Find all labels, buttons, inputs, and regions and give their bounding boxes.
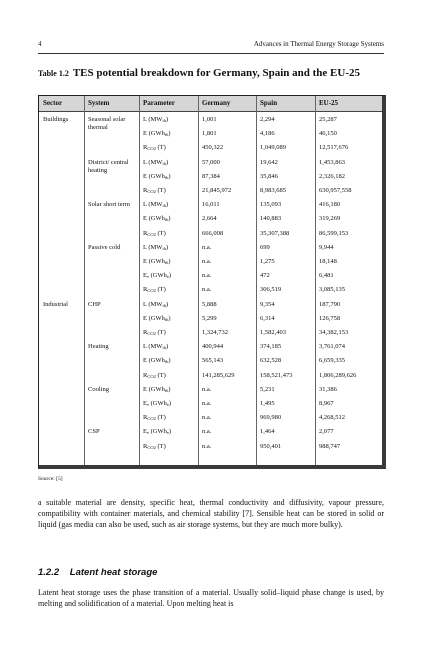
cell-germany: n.a. xyxy=(202,400,212,407)
cell-germany: n.a. xyxy=(202,286,212,294)
cell-germany: 5,888 xyxy=(202,300,217,308)
cell-system: CHP xyxy=(88,300,101,308)
cell-germany: 16,011 xyxy=(202,201,220,209)
column-divider xyxy=(139,96,140,465)
cell-parameter: E (GWh$_{th}$) xyxy=(143,385,171,393)
cell-sector: Buildings xyxy=(43,116,69,123)
col-header-spain: Spain xyxy=(260,99,278,107)
cell-parameter: L $(MW_{th})$ xyxy=(143,201,169,209)
section-heading xyxy=(38,567,157,578)
cell-parameter: $R_{CO2}$ (T) xyxy=(143,286,166,294)
cell-germany: 141,285,629 xyxy=(202,371,235,379)
cell-spain: 2,294 xyxy=(260,116,275,123)
header-rule xyxy=(38,53,384,54)
cell-parameter: $E_e$ (GWh$_e$) xyxy=(143,400,172,407)
cell-parameter: $E_e$ (GWh$_e$) xyxy=(143,272,172,280)
cell-parameter: E (GWh$_{th}$) xyxy=(143,357,171,365)
cell-germany: 1,801 xyxy=(202,130,217,138)
cell-eu25: 86,599,153 xyxy=(319,229,349,237)
cell-spain: 6,314 xyxy=(260,314,275,322)
cell-sector: Industrial xyxy=(43,300,68,308)
cell-eu25: 4,268,512 xyxy=(319,414,345,422)
cell-spain: 1,582,403 xyxy=(260,329,286,336)
cell-germany: 400,944 xyxy=(202,343,224,351)
cell-spain: 306,519 xyxy=(260,286,282,294)
cell-eu25: 25,287 xyxy=(319,116,337,123)
cell-eu25: 3,761,074 xyxy=(319,343,345,351)
cell-system: Cooling xyxy=(88,385,109,393)
cell-parameter: $R_{CO2}$ (T) xyxy=(143,144,166,152)
body-paragraph: Latent heat storage uses the phase transition of a material. Usually solid–liquid phase change is used, by melting and solidification of a material. Upon melting heat is xyxy=(38,588,384,608)
cell-parameter: E (GWh$_{th}$) xyxy=(143,215,171,223)
cell-germany: 57,000 xyxy=(202,158,220,166)
cell-spain: 9,354 xyxy=(260,300,275,308)
cell-eu25: 416,180 xyxy=(319,201,341,209)
cell-eu25: 46,150 xyxy=(319,130,337,138)
cell-eu25: 18,148 xyxy=(319,258,337,265)
cell-parameter: $R_{CO2}$ (T) xyxy=(143,229,166,237)
cell-eu25: 319,269 xyxy=(319,215,341,223)
cell-spain: 5,231 xyxy=(260,385,275,393)
cell-parameter: E (GWh$_{th}$) xyxy=(143,314,171,322)
cell-parameter: $R_{CO2}$ (T) xyxy=(143,329,166,336)
cell-eu25: 3,085,135 xyxy=(319,286,345,294)
table-caption xyxy=(38,66,384,79)
cell-spain: 1,495 xyxy=(260,400,275,407)
cell-germany: 87,384 xyxy=(202,172,220,180)
cell-spain: 472 xyxy=(260,272,270,280)
cell-parameter: $R_{CO2}$ (T) xyxy=(143,442,166,450)
cell-spain: 35,307,388 xyxy=(260,229,290,237)
cell-germany: 565,143 xyxy=(202,357,224,365)
column-divider xyxy=(315,96,316,465)
cell-spain: 950,401 xyxy=(260,442,282,450)
col-header-sector: Sector xyxy=(43,99,63,107)
cell-germany: n.a. xyxy=(202,428,212,436)
cell-system: Solar short term xyxy=(88,201,130,209)
cell-system: Heating xyxy=(88,343,109,351)
cell-system: CSP xyxy=(88,428,100,436)
cell-spain: 135,093 xyxy=(260,201,282,209)
cell-parameter: E (GWh$_{th}$) xyxy=(143,172,171,180)
section-number: 1.2.2 xyxy=(38,567,60,578)
col-header-germany: Germany xyxy=(202,99,231,107)
cell-germany: n.a. xyxy=(202,243,212,251)
cell-parameter: L $(MW_{th})$ xyxy=(143,300,169,308)
cell-germany: n.a. xyxy=(202,272,212,280)
cell-system: District/ central heating xyxy=(88,158,129,174)
cell-eu25: 31,386 xyxy=(319,385,337,393)
cell-spain: 1,049,089 xyxy=(260,144,286,152)
col-header-eu25: EU-25 xyxy=(319,99,339,107)
cell-germany: 666,008 xyxy=(202,229,224,237)
cell-eu25: 1,806,289,626 xyxy=(319,371,357,379)
cell-eu25: 12,517,676 xyxy=(319,144,349,152)
cell-germany: 21,845,972 xyxy=(202,187,232,194)
cell-germany: 2,664 xyxy=(202,215,217,223)
cell-spain: 35,846 xyxy=(260,172,278,180)
col-header-system: System xyxy=(88,99,110,107)
cell-parameter: L $(MW_{th})$ xyxy=(143,243,169,251)
cell-germany: 5,299 xyxy=(202,314,217,322)
page-number: 4 xyxy=(38,40,42,48)
cell-spain: 1,464 xyxy=(260,428,275,436)
cell-spain: 374,185 xyxy=(260,343,282,351)
cell-parameter: $R_{CO2}$ (T) xyxy=(143,414,166,422)
cell-germany: n.a. xyxy=(202,385,212,393)
cell-germany: 1,324,732 xyxy=(202,329,228,336)
cell-germany: 450,322 xyxy=(202,144,224,152)
cell-eu25: 1,453,863 xyxy=(319,158,345,166)
table-label: Table 1.2 xyxy=(38,69,69,78)
cell-spain: 4,186 xyxy=(260,130,275,138)
cell-eu25: 6,659,335 xyxy=(319,357,345,365)
cell-system: Passive cold xyxy=(88,243,121,251)
body-paragraph: a suitable material are density, specific heat, thermal conductivity and diffusivity, vapour pressure, compatibility with container materials, and chemical stability [7]. Sensible heat can be stored in solid or liquid (gas media can also be used, such as air storage systems, but they are much more bulky). xyxy=(38,498,384,529)
cell-parameter: $E_e$ (GWh$_e$) xyxy=(143,428,172,436)
cell-germany: n.a. xyxy=(202,442,212,450)
cell-spain: 969,980 xyxy=(260,414,282,422)
cell-spain: 19,642 xyxy=(260,158,278,166)
column-divider xyxy=(84,96,85,465)
cell-spain: 632,528 xyxy=(260,357,282,365)
cell-parameter: E (GWh$_{th}$) xyxy=(143,130,171,138)
cell-eu25: 34,382,153 xyxy=(319,329,349,336)
cell-germany: 1,001 xyxy=(202,116,217,123)
cell-parameter: L $(MW_{th})$ xyxy=(143,158,169,166)
section-title: Latent heat storage xyxy=(69,567,158,578)
cell-system: Seasonal solar thermal xyxy=(88,116,126,131)
cell-spain: 699 xyxy=(260,243,270,251)
cell-parameter: L $(MW_{th})$ xyxy=(143,343,169,351)
running-title: Advances in Thermal Energy Storage Systems xyxy=(253,40,384,48)
cell-spain: 1,275 xyxy=(260,258,275,265)
table-header-row xyxy=(39,96,382,112)
cell-eu25: 187,790 xyxy=(319,300,341,308)
cell-eu25: 2,077 xyxy=(319,428,334,436)
table-source-note: Source: [5] xyxy=(38,476,63,482)
cell-germany: n.a. xyxy=(202,258,212,265)
column-divider xyxy=(198,96,199,465)
cell-eu25: 126,758 xyxy=(319,314,341,322)
data-table xyxy=(38,95,386,469)
column-divider xyxy=(256,96,257,465)
cell-eu25: 6,481 xyxy=(319,272,334,280)
cell-eu25: 8,967 xyxy=(319,400,334,407)
cell-parameter: $R_{CO2}$ (T) xyxy=(143,371,166,379)
cell-spain: 140,883 xyxy=(260,215,282,223)
table-title: TES potential breakdown for Germany, Spain and the EU-25 xyxy=(72,67,360,79)
cell-eu25: 988,747 xyxy=(319,442,341,450)
cell-parameter: L $(MW_{th})$ xyxy=(143,116,169,123)
cell-eu25: 2,326,182 xyxy=(319,172,345,180)
cell-parameter: $R_{CO2}$ (T) xyxy=(143,187,166,194)
cell-germany: n.a. xyxy=(202,414,212,422)
cell-eu25: 9,944 xyxy=(319,243,334,251)
col-header-parameter: Parameter xyxy=(143,99,175,107)
cell-parameter: E (GWh$_{th}$) xyxy=(143,258,171,265)
cell-spain: 158,521,473 xyxy=(260,371,293,379)
cell-eu25: 630,957,558 xyxy=(319,187,352,194)
cell-spain: 8,983,685 xyxy=(260,187,286,194)
